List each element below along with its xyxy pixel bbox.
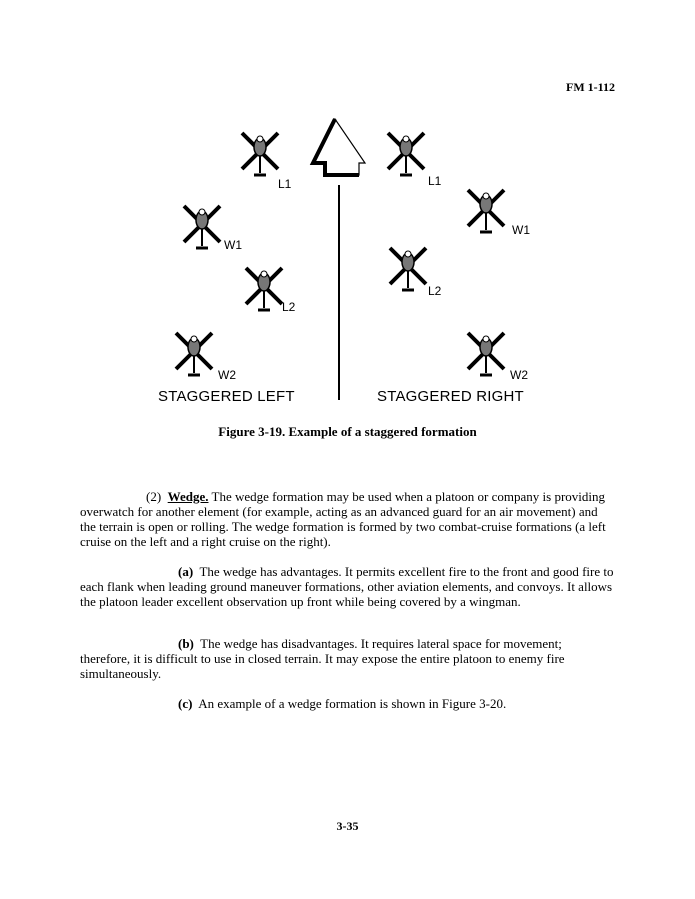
paragraph-c — [80, 696, 615, 711]
helicopter-label-w1-right: W1 — [512, 223, 530, 237]
paragraph-text: An example of a wedge formation is shown in Figure 3-20. — [198, 696, 507, 711]
staggered-right-label: STAGGERED RIGHT — [377, 388, 524, 405]
helicopter-label-w2-left: W2 — [218, 368, 236, 382]
helicopter-label-l1-left: L1 — [278, 177, 292, 191]
center-divider — [338, 185, 340, 400]
helicopter-icon — [382, 125, 430, 181]
paragraph-number: (c) — [178, 696, 193, 711]
helicopter-label-l1-right: L1 — [428, 174, 442, 188]
helicopter-label-l2-right: L2 — [428, 284, 442, 298]
paragraph-b — [80, 636, 615, 681]
staggered-left-label: STAGGERED LEFT — [158, 388, 295, 405]
paragraph-text: The wedge has advantages. It permits excellent fire to the front and good fire to each flank when leading ground maneuver formations, other aviation elements, and convoys. It allows the platoon leader excellent observation up front while being covered by a wingman. — [80, 564, 614, 609]
helicopter-icon — [178, 198, 226, 254]
helicopter-label-w1-left: W1 — [224, 238, 242, 252]
paragraph-a — [80, 564, 615, 609]
paragraph-number: (b) — [178, 636, 194, 651]
paragraph-text: The wedge formation may be used when a platoon or company is providing overwatch for another element (for example, acting as an advanced guard for an air movement) and the terrain is open or rolling. The wedge formation is formed by two combat-cruise formations (a left cruise on the left and a right cruise on the right). — [80, 489, 606, 549]
page-number: 3-35 — [336, 819, 359, 833]
paragraph-number: (2) — [146, 489, 162, 504]
document-code: FM 1-112 — [566, 80, 615, 94]
helicopter-label-l2-left: L2 — [282, 300, 296, 314]
helicopter-icon — [236, 125, 284, 181]
helicopter-icon — [462, 325, 510, 381]
paragraph-number: (a) — [178, 564, 194, 579]
helicopter-icon — [462, 182, 510, 238]
paragraph-wedge — [80, 489, 615, 549]
helicopter-icon — [170, 325, 218, 381]
helicopter-icon — [240, 260, 288, 316]
helicopter-icon — [384, 240, 432, 296]
helicopter-label-w2-right: W2 — [510, 368, 528, 382]
staggered-formation-figure — [150, 110, 540, 410]
direction-arrow-icon — [305, 115, 370, 185]
paragraph-title: Wedge. — [167, 489, 209, 504]
figure-caption: Figure 3-19. Example of a staggered formation — [218, 424, 477, 439]
paragraph-text: The wedge has disadvantages. It requires lateral space for movement; therefore, it is difficult to use in closed terrain. It may expose the entire platoon to enemy fire simultaneously. — [80, 636, 565, 681]
